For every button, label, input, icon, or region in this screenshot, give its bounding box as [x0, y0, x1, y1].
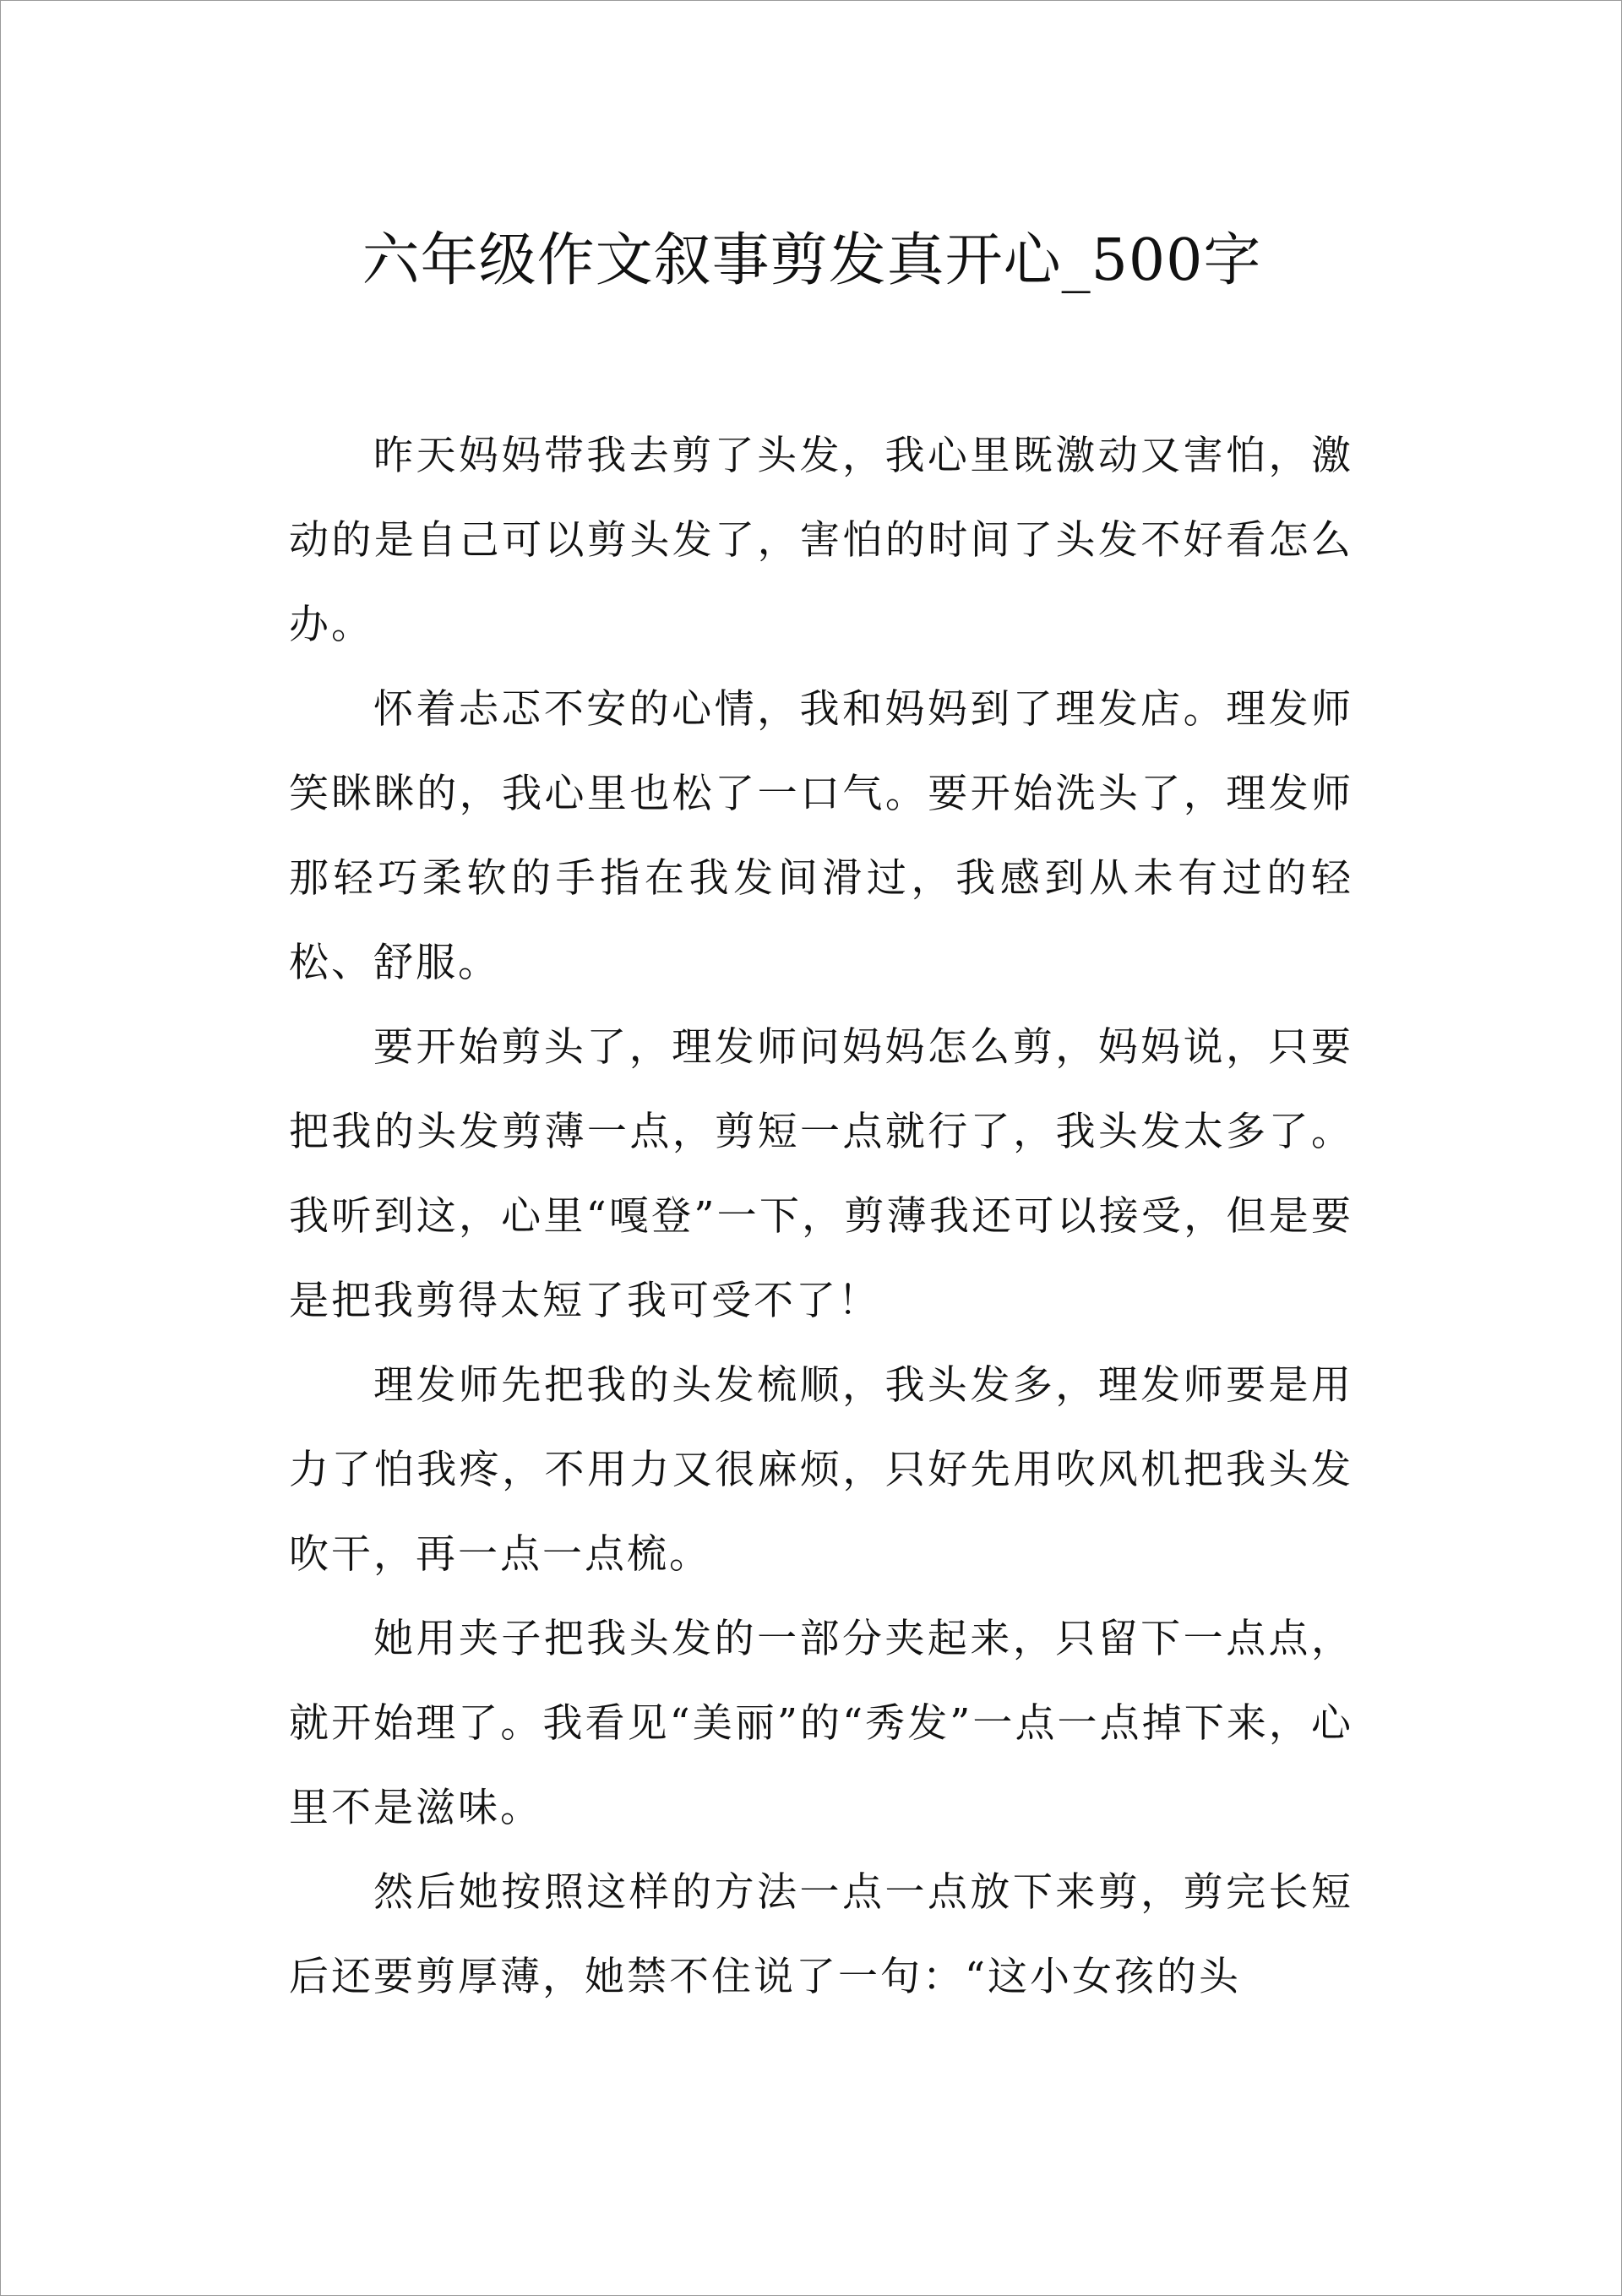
- document-body: [289, 414, 1353, 2020]
- paragraph: 昨天妈妈带我去剪了头发，我心里既激动又害怕，激动的是自己可以剪头发了，害怕的时间了头发不好看怎么办。: [289, 433, 1353, 648]
- paragraph: 怀着忐忑不安的心情，我和妈妈到了理发店。理发师笑眯眯的，我心里也松了一口气。要开始洗头了，理发师那轻巧柔软的手指在我发间滑过，我感到从未有过的轻松、舒服。: [289, 686, 1353, 986]
- document-title: 六年级作文叙事剪发真开心_500字: [362, 227, 1262, 294]
- paragraph: 理发师先把我的头发梳顺，我头发多，理发师要是用力了怕我疼，不用力又很麻烦，只好先用吹风机把我头发吹干，再一点一点梳。: [289, 1362, 1353, 1578]
- paragraph: 要开始剪头了，理发师问妈妈怎么剪，妈妈说，只要把我的头发剪薄一点，剪短一点就行了，我头发太多了。我听到这，心里“嘎登”一下，剪薄我还可以接受，但是要是把我剪得太短了我可受不了！: [289, 1024, 1353, 1324]
- paragraph: 她用夹子把我头发的一部分夹起来，只留下一点点，就开始理了。我看见“美丽”的“秀发”一点一点掉下来，心里不是滋味。: [289, 1616, 1353, 1831]
- paragraph: 然后她按照这样的方法一点一点放下来剪，剪完长短后还要剪厚薄，她禁不住说了一句：“这小女孩的头: [289, 1869, 1353, 2000]
